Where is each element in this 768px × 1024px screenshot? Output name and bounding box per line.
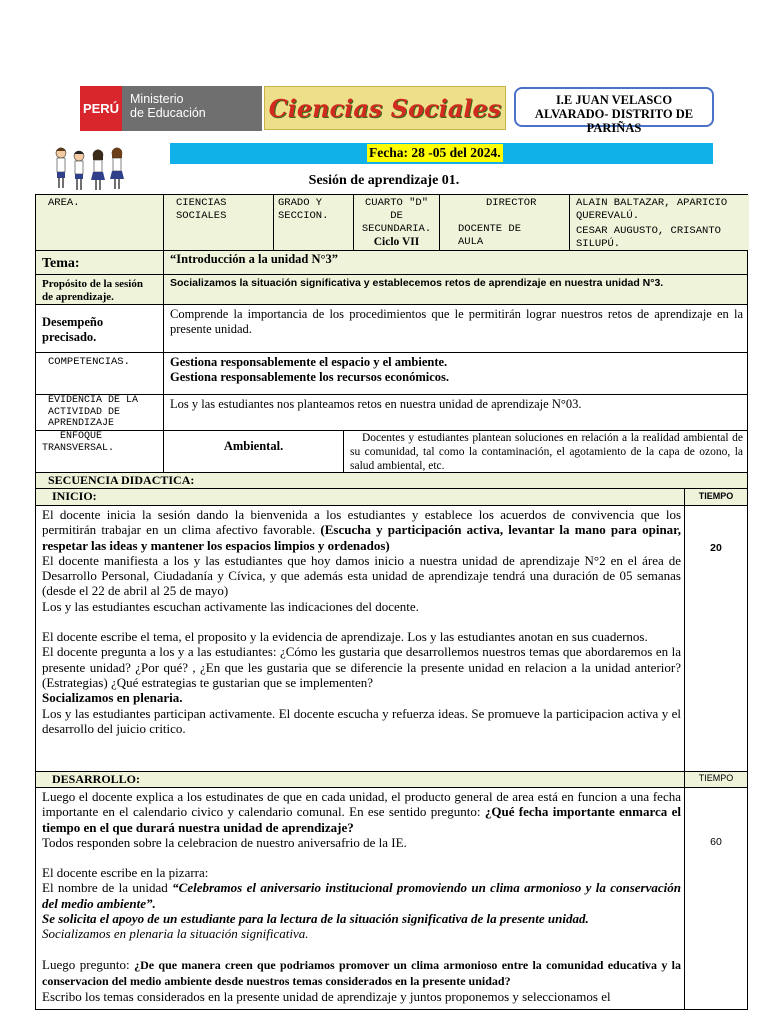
proposito-row <box>36 275 747 305</box>
area-value: CIENCIAS SOCIALES <box>163 195 273 250</box>
desempeno-value: Comprende la importancia de los procedimientos que le permitirán lograr nuestros retos de aprendizaje en la presente unidad. <box>163 305 747 352</box>
desarrollo-content: Luego el docente explica a los estudinates de que en cada unidad, el producto general de area está en funcion a una fecha importante en el calendario civico y calendario comunal. En ese sentido pregunto: ¿Qué fecha importante enmarca el tiempo en el que durará nuestra unidad de aprendizaje? Todos responden sobre la celebracion de nuestro aniversafrio de la IE. El docente escribe en la pizarra: El nombre de la unidad “Celebramos el aniversario institucional promoviendo un clima armonioso y la conservación del medio ambiente”. Se solicita el apoyo de un estudiante para la lectura de la situación significativa de la presente unidad. Socializamos en plenaria la situación significativa. Luego pregunto: ¿De que manera creen que podriamos promover un clima armonioso entre la comunidad educativa y la conservacion del medio ambiente desde nuestros temas considerados en la presente unidad? Escribo los temas considerados en la presente unidad de aprendizaje y juntos proponemos y seleccionamos el <box>42 789 681 1005</box>
competencias-label: COMPETENCIAS. <box>48 356 130 368</box>
evidencia-label: EVIDENCIA DE LA ACTIVIDAD DE APRENDIZAJE <box>48 395 139 429</box>
info-row <box>36 195 747 251</box>
desempeno-label: Desempeño precisado. <box>42 315 104 344</box>
inicio-tiempo-value: 20 <box>684 506 747 771</box>
banner-title: Ciencias Sociales <box>268 93 502 123</box>
proposito-value: Socializamos la situación significativa y establecemos retos de aprendizaje en nuestra unidad N°3. <box>163 275 747 304</box>
school-name-box: I.E JUAN VELASCO ALVARADO- DISTRITO DE PARIÑAS <box>514 87 714 127</box>
desarrollo-tiempo-label: TIEMPO <box>684 772 747 787</box>
tema-row <box>36 251 747 275</box>
secuencia-label: SECUENCIA DIDACTICA: <box>48 473 195 487</box>
tema-value: “Introducción a la unidad N°3” <box>163 251 747 274</box>
director-docente-names: ALAIN BALTAZAR, APARICIO QUEREVALÚ. CESAR AUGUSTO, CRISANTO SILUPÚ. <box>569 195 749 250</box>
desarrollo-label: DESARROLLO: <box>52 772 141 786</box>
enfoque-row <box>36 431 747 473</box>
minedu-logo <box>80 86 262 131</box>
inicio-body-row <box>36 506 747 772</box>
grado-label: GRADO Y SECCION. <box>273 195 353 250</box>
session-table <box>35 194 748 1010</box>
director-docente-labels: DIRECTOR DOCENTE DE AULA <box>439 195 569 250</box>
ciencias-sociales-banner <box>264 86 506 130</box>
tema-label: Tema: <box>42 256 80 271</box>
enfoque-type: Ambiental. <box>163 431 343 472</box>
enfoque-value: Docentes y estudiantes plantean soluciones en relación a la realidad ambiental de su comunidad, tal como la contaminación, el agotamiento de la capa de ozono, la salud ambiental, etc. <box>343 431 747 472</box>
proposito-label: Propósito de la sesión de aprendizaje. <box>42 278 143 303</box>
session-date: Fecha: 28 -05 del 2024. <box>369 145 501 160</box>
inicio-tiempo-label: TIEMPO <box>684 489 747 505</box>
inicio-content: El docente inicia la sesión dando la bienvenida a los estudiantes y establece los acuerdos de convivencia que los permitirán trabajar en un clima afectivo favorable. (Escucha y participación activa, levantar la mano para opinar, respetar las ideas y mantener los espacios limpios y ordenados) El docente manifiesta a los y las estudiantes que hoy damos inicio a nuestra unidad de aprendizaje N°2 en el área de Desarrollo Personal, Ciudadanía y Cívica, y que además esta unidad de aprendizaje tendrá una duración de 05 semanas (desde el 22 de abril al 25 de mayo) Los y las estudiantes escuchan activamente las indicaciones del docente. El docente escribe el tema, el proposito y la evidencia de aprendizaje. Los y las estudiantes anotan en sus cuadernos. El docente pregunta a los y a las estudiantes: ¿Cómo les gustaria que desarrollemos nuestros temas que abordaremos en la presente unidad? ¿Por qué? , ¿En que les gustaria que se diferencie la presente unidad en relacion a la unidad anterior? (Estrategias) ¿Qué estrategias te gustarian que se implementen? Socializamos en plenaria. Los y las estudiantes participan activamente. El docente escucha y refuerza ideas. Se promueve la participacion activa y el desarrollo del juicio critico. <box>42 507 681 736</box>
area-label: AREA. <box>36 195 163 250</box>
competencias-row <box>36 353 747 395</box>
desempeno-row <box>36 305 747 353</box>
inicio-header-row <box>36 489 747 506</box>
ministerio-logo-text: Ministerio de Educación <box>122 86 262 131</box>
competencias-value: Gestiona responsablemente el espacio y el ambiente. Gestiona responsablemente los recursos económicos. <box>163 353 747 394</box>
evidencia-value: Los y las estudiantes nos planteamos retos en nuestra unidad de aprendizaje N°03. <box>163 395 747 430</box>
peru-logo-text: PERÚ <box>80 86 122 131</box>
enfoque-label: ENFOQUE TRANSVERSAL. <box>42 431 115 454</box>
desarrollo-body-row <box>36 788 747 1009</box>
secuencia-row <box>36 473 747 489</box>
desarrollo-tiempo-value: 60 <box>684 788 747 1009</box>
session-title: Sesión de aprendizaje 01. <box>308 173 460 188</box>
inicio-label: INICIO: <box>52 489 97 503</box>
grado-value: CUARTO "D" DE SECUNDARIA. Ciclo VII <box>353 195 439 250</box>
desarrollo-header-row <box>36 772 747 788</box>
evidencia-row <box>36 395 747 431</box>
